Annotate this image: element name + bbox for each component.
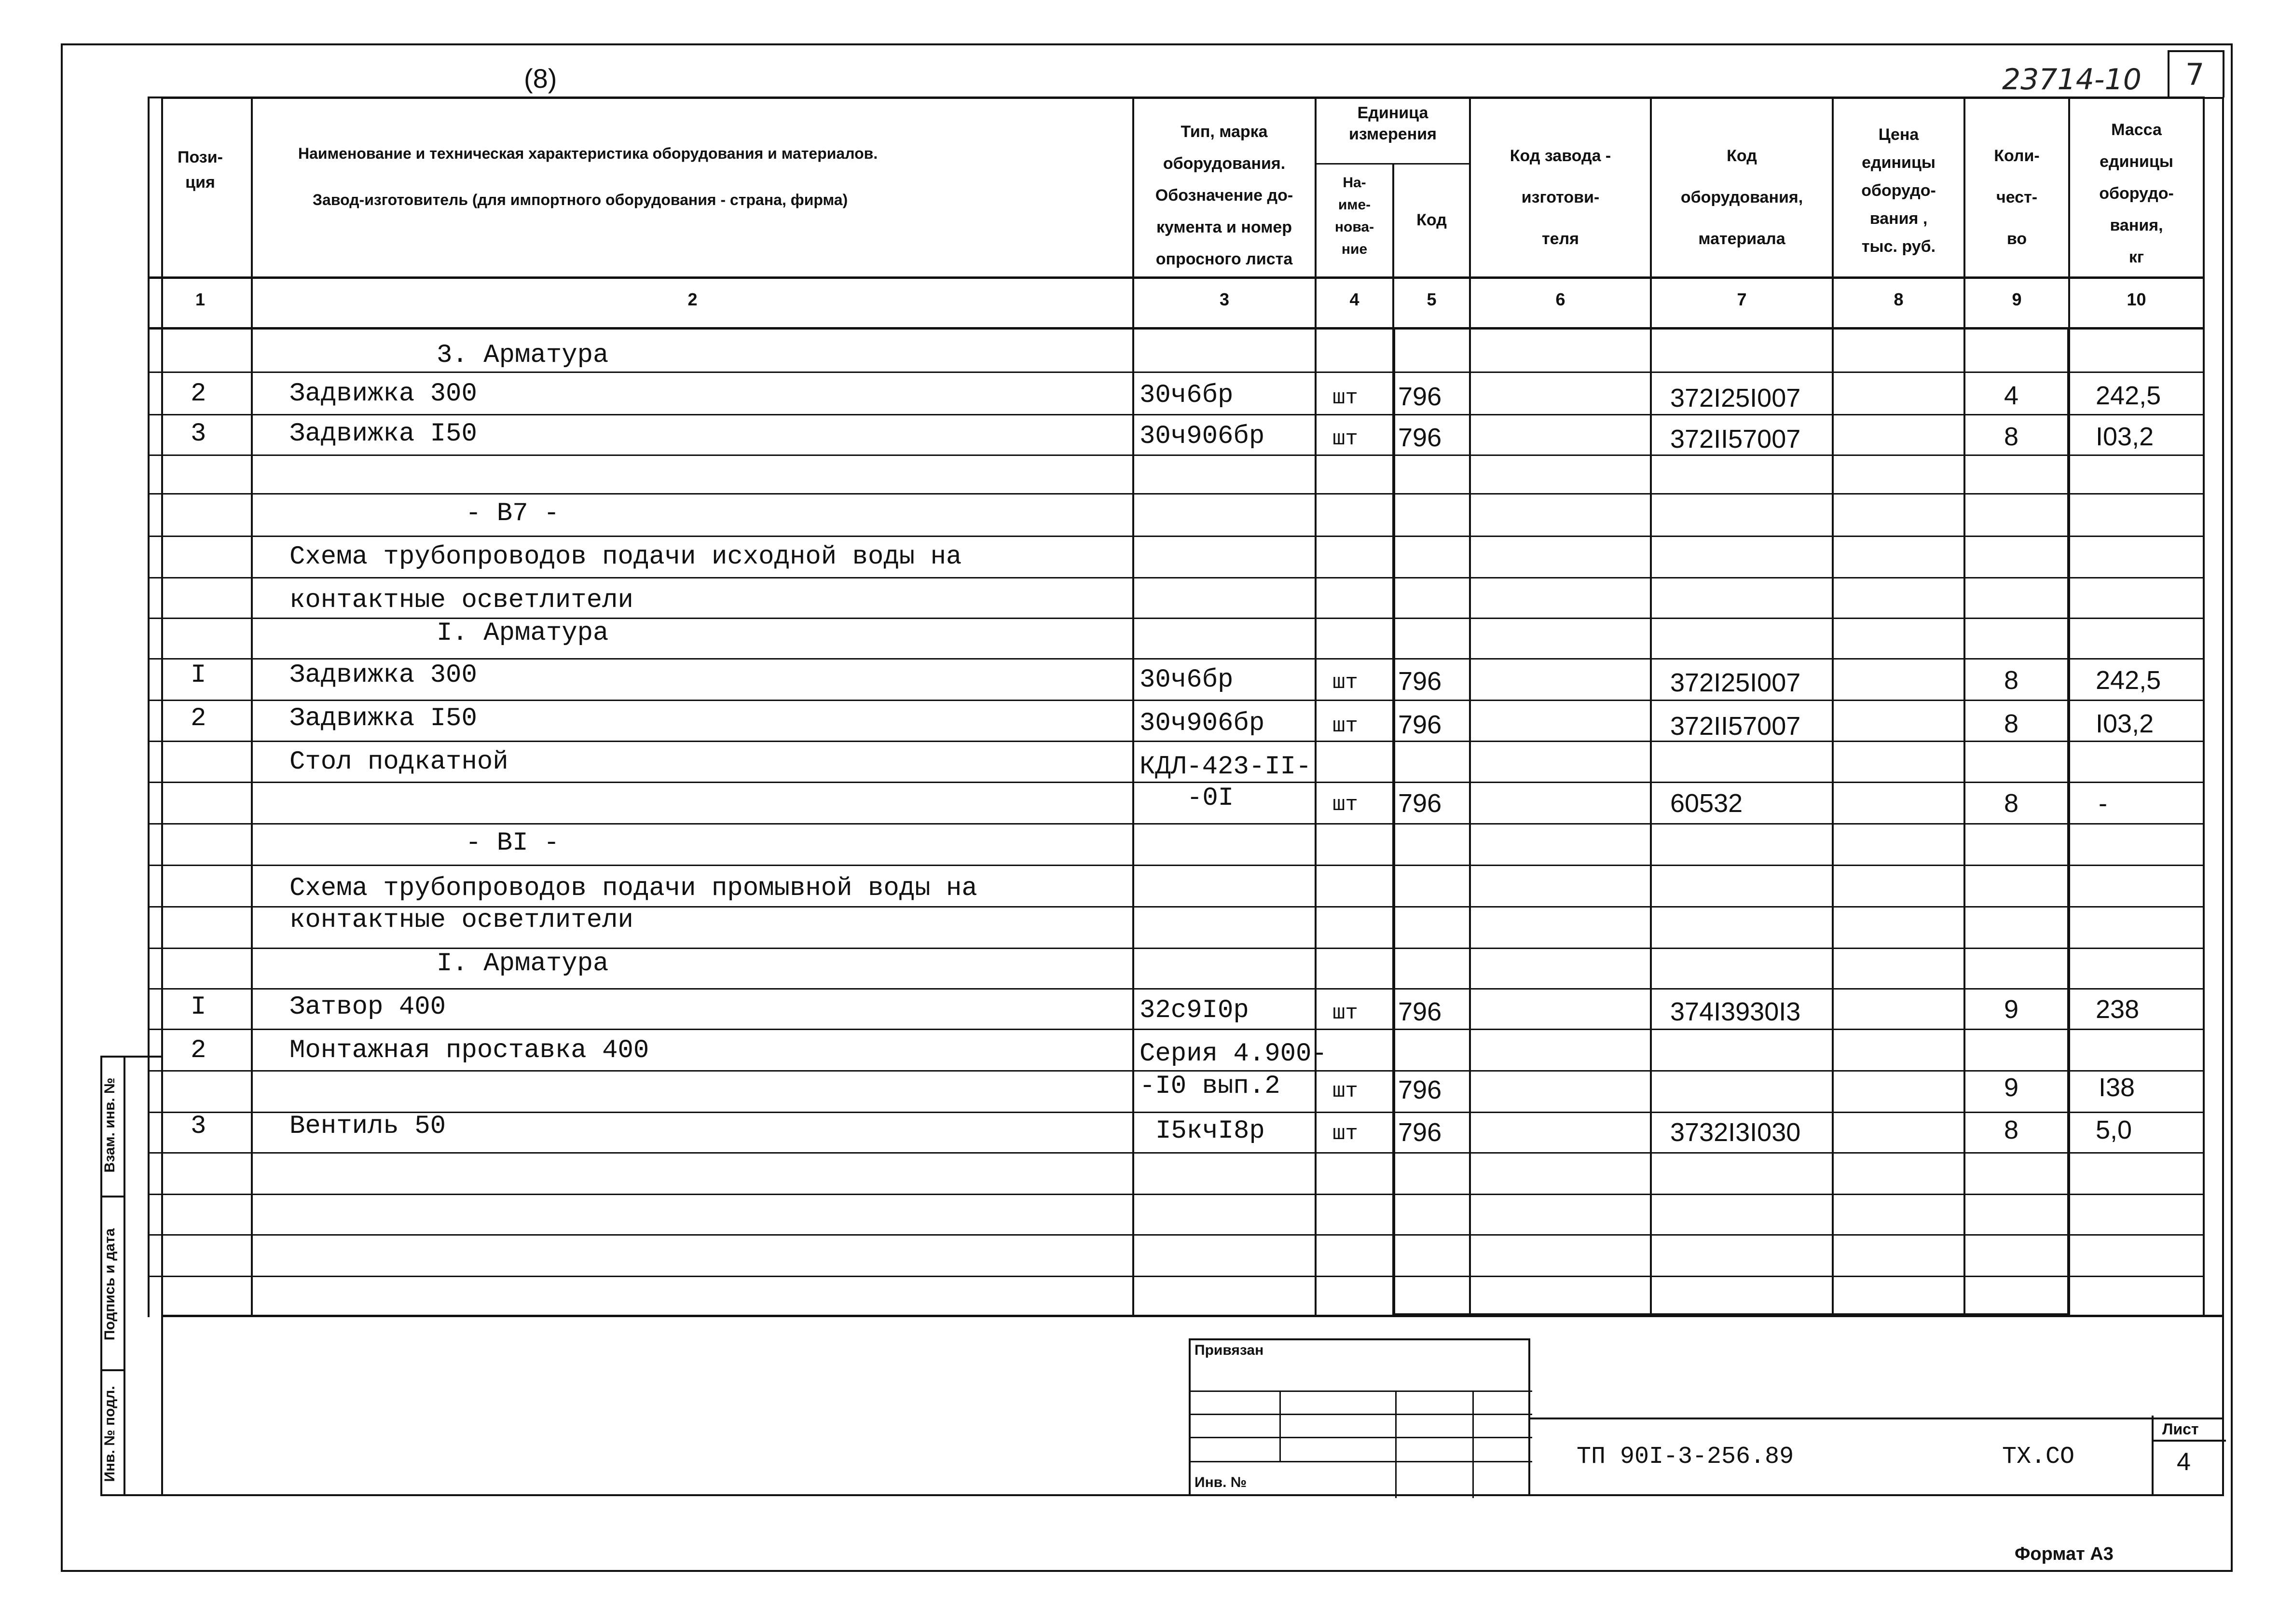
header-name-line1: Наименование и техническая характеристика оборудования и материалов. bbox=[298, 145, 878, 162]
table-row-name: Вентиль 50 bbox=[289, 1112, 446, 1141]
col-number: 8 bbox=[1894, 289, 1904, 309]
col-number: 10 bbox=[2127, 289, 2146, 309]
table-row-equipment-code: 372II57007 bbox=[1670, 425, 1801, 454]
table-row-name: Стол подкатной bbox=[289, 747, 508, 777]
table-row-mass: 238 bbox=[2096, 995, 2140, 1024]
side-stamp-inv-original: Инв. № подл. bbox=[102, 1386, 118, 1482]
header-unit-group: Единица измерения bbox=[1349, 104, 1437, 143]
table-row-unit-code: 796 bbox=[1398, 667, 1442, 696]
col-number: 6 bbox=[1555, 289, 1565, 309]
binding-label: Привязан bbox=[1194, 1342, 1264, 1358]
table-row-type: -0I bbox=[1187, 784, 1234, 813]
header-factory-code: Код завода - изготови- теля bbox=[1510, 147, 1611, 248]
sheet-number: 4 bbox=[2177, 1448, 2191, 1476]
section-description: контактные осветлители bbox=[289, 906, 633, 935]
table-row-equipment-code: 60532 bbox=[1670, 789, 1743, 818]
table-row-position: I bbox=[191, 661, 206, 690]
section-title: 3. Арматура bbox=[437, 341, 609, 370]
table-row-quantity: 4 bbox=[2004, 381, 2019, 410]
table-row-position: 2 bbox=[191, 379, 206, 409]
col-number: 4 bbox=[1349, 289, 1359, 309]
table-row-quantity: 9 bbox=[2004, 1073, 2019, 1102]
header-unit-name: На- име- нова- ние bbox=[1334, 175, 1374, 257]
side-stamp-signature-date: Подпись и дата bbox=[102, 1228, 118, 1341]
table-row-unit: шт bbox=[1332, 714, 1358, 738]
table-row-equipment-code: 372I25I007 bbox=[1670, 668, 1801, 697]
section-title: - BI - bbox=[466, 828, 560, 858]
table-row-name: Монтажная проставка 400 bbox=[289, 1036, 649, 1065]
side-stamp-replaced-inv: Взам. инв. № bbox=[102, 1077, 118, 1173]
col-number: 3 bbox=[1219, 289, 1230, 309]
col-number: 9 bbox=[2012, 289, 2022, 309]
table-row-mass: - bbox=[2099, 789, 2107, 818]
section-description: Схема трубопроводов подачи исходной воды на bbox=[289, 542, 962, 572]
table-row-quantity: 8 bbox=[2004, 789, 2019, 818]
header-quantity: Коли- чест- во bbox=[1994, 147, 2040, 248]
table-row-type: 30ч906бр bbox=[1140, 422, 1265, 451]
header-price: Цена единицы оборудо- вания , тыс. руб. bbox=[1861, 125, 1936, 256]
col-number: 7 bbox=[1737, 289, 1747, 309]
table-row-mass: I03,2 bbox=[2096, 422, 2154, 451]
document-mark: ТХ.СО bbox=[2002, 1443, 2075, 1471]
table-row-position: 3 bbox=[191, 419, 206, 449]
table-row-type: КДЛ-423-II- bbox=[1140, 752, 1312, 782]
table-row-equipment-code: 374I3930I3 bbox=[1670, 997, 1801, 1026]
table-row-unit: шт bbox=[1332, 427, 1358, 451]
col-number: 5 bbox=[1427, 289, 1437, 309]
table-row-unit-code: 796 bbox=[1398, 1118, 1442, 1147]
corner-sheet-number: 7 bbox=[2185, 57, 2205, 92]
paper-format: Формат А3 bbox=[2015, 1544, 2114, 1564]
table-row-type: 32с9I0р bbox=[1140, 996, 1249, 1025]
table-row-type: 30ч906бр bbox=[1140, 709, 1265, 738]
table-row-unit: шт bbox=[1332, 386, 1358, 410]
table-row-unit: шт bbox=[1332, 1122, 1358, 1146]
table-row-type: I5кчI8р bbox=[1155, 1116, 1265, 1146]
sheet-label: Лист bbox=[2162, 1420, 2199, 1438]
header-equipment-code: Код оборудования, материала bbox=[1680, 147, 1803, 248]
table-row-type: 30ч6бр bbox=[1140, 665, 1234, 695]
header-type: Тип, марка оборудования. Обозначение до- кумента и номер опросного листа bbox=[1155, 123, 1293, 268]
table-row-unit: шт bbox=[1332, 671, 1358, 695]
table-row-unit-code: 796 bbox=[1398, 382, 1442, 411]
table-row-equipment-code: 372I25I007 bbox=[1670, 384, 1801, 413]
table-row-equipment-code: 3732I3I030 bbox=[1670, 1118, 1801, 1147]
section-description: контактные осветлители bbox=[289, 586, 633, 615]
table-row-unit-code: 796 bbox=[1398, 710, 1442, 739]
table-row-name: Задвижка 300 bbox=[289, 379, 477, 409]
header-unit-code: Код bbox=[1416, 211, 1447, 229]
table-row-name: Затвор 400 bbox=[289, 992, 446, 1022]
table-row-unit-code: 796 bbox=[1398, 789, 1442, 818]
header-name-line2: Завод-изготовитель (для импортного оборудования - страна, фирма) bbox=[313, 191, 848, 208]
table-row-unit-code: 796 bbox=[1398, 1075, 1442, 1104]
table-row-quantity: 8 bbox=[2004, 709, 2019, 738]
table-row-unit: шт bbox=[1332, 1079, 1358, 1103]
table-row-position: 2 bbox=[191, 704, 206, 733]
table-row-name: Задвижка I50 bbox=[289, 704, 477, 733]
table-row-mass: I38 bbox=[2099, 1073, 2135, 1102]
table-row-mass: 242,5 bbox=[2096, 381, 2161, 410]
page-marker: (8) bbox=[524, 63, 557, 94]
table-row-name: Задвижка I50 bbox=[289, 419, 477, 449]
section-title: I. Арматура bbox=[437, 619, 609, 648]
section-title: I. Арматура bbox=[437, 949, 609, 978]
table-row-type: -I0 вып.2 bbox=[1140, 1072, 1280, 1101]
section-description: Схема трубопроводов подачи промывной воды на bbox=[289, 874, 977, 903]
section-title: - В7 - bbox=[466, 499, 560, 528]
binding-stamp bbox=[1189, 1338, 1530, 1496]
table-row-mass: I03,2 bbox=[2096, 709, 2154, 738]
table-row-unit: шт bbox=[1332, 1001, 1358, 1025]
inventory-label: Инв. № bbox=[1194, 1474, 1247, 1490]
col-number: 1 bbox=[195, 289, 206, 309]
table-row-quantity: 8 bbox=[2004, 422, 2019, 451]
table-row-type: 30ч6бр bbox=[1140, 381, 1234, 410]
table-row-quantity: 8 bbox=[2004, 666, 2019, 695]
table-row-position: 3 bbox=[191, 1112, 206, 1141]
table-row-position: 2 bbox=[191, 1036, 206, 1065]
table-row-position: I bbox=[191, 992, 206, 1022]
table-row-equipment-code: 372II57007 bbox=[1670, 712, 1801, 741]
col-number: 2 bbox=[687, 289, 698, 309]
document-code: ТП 90I-3-256.89 bbox=[1577, 1443, 1794, 1471]
table-row-mass: 242,5 bbox=[2096, 666, 2161, 695]
table-row-quantity: 8 bbox=[2004, 1115, 2019, 1144]
table-row-mass: 5,0 bbox=[2096, 1115, 2132, 1144]
table-row-unit-code: 796 bbox=[1398, 997, 1442, 1026]
header-mass: Масса единицы оборудо- вания, кг bbox=[2099, 121, 2174, 266]
table-row-unit: шт bbox=[1332, 793, 1358, 817]
table-row-name: Задвижка 300 bbox=[289, 661, 477, 690]
table-row-type: Серия 4.900- bbox=[1140, 1039, 1327, 1069]
header-position: Пози- ция bbox=[178, 148, 223, 192]
document-number: 23714-10 bbox=[2002, 63, 2142, 96]
table-row-unit-code: 796 bbox=[1398, 423, 1442, 452]
table-row-quantity: 9 bbox=[2004, 995, 2019, 1024]
